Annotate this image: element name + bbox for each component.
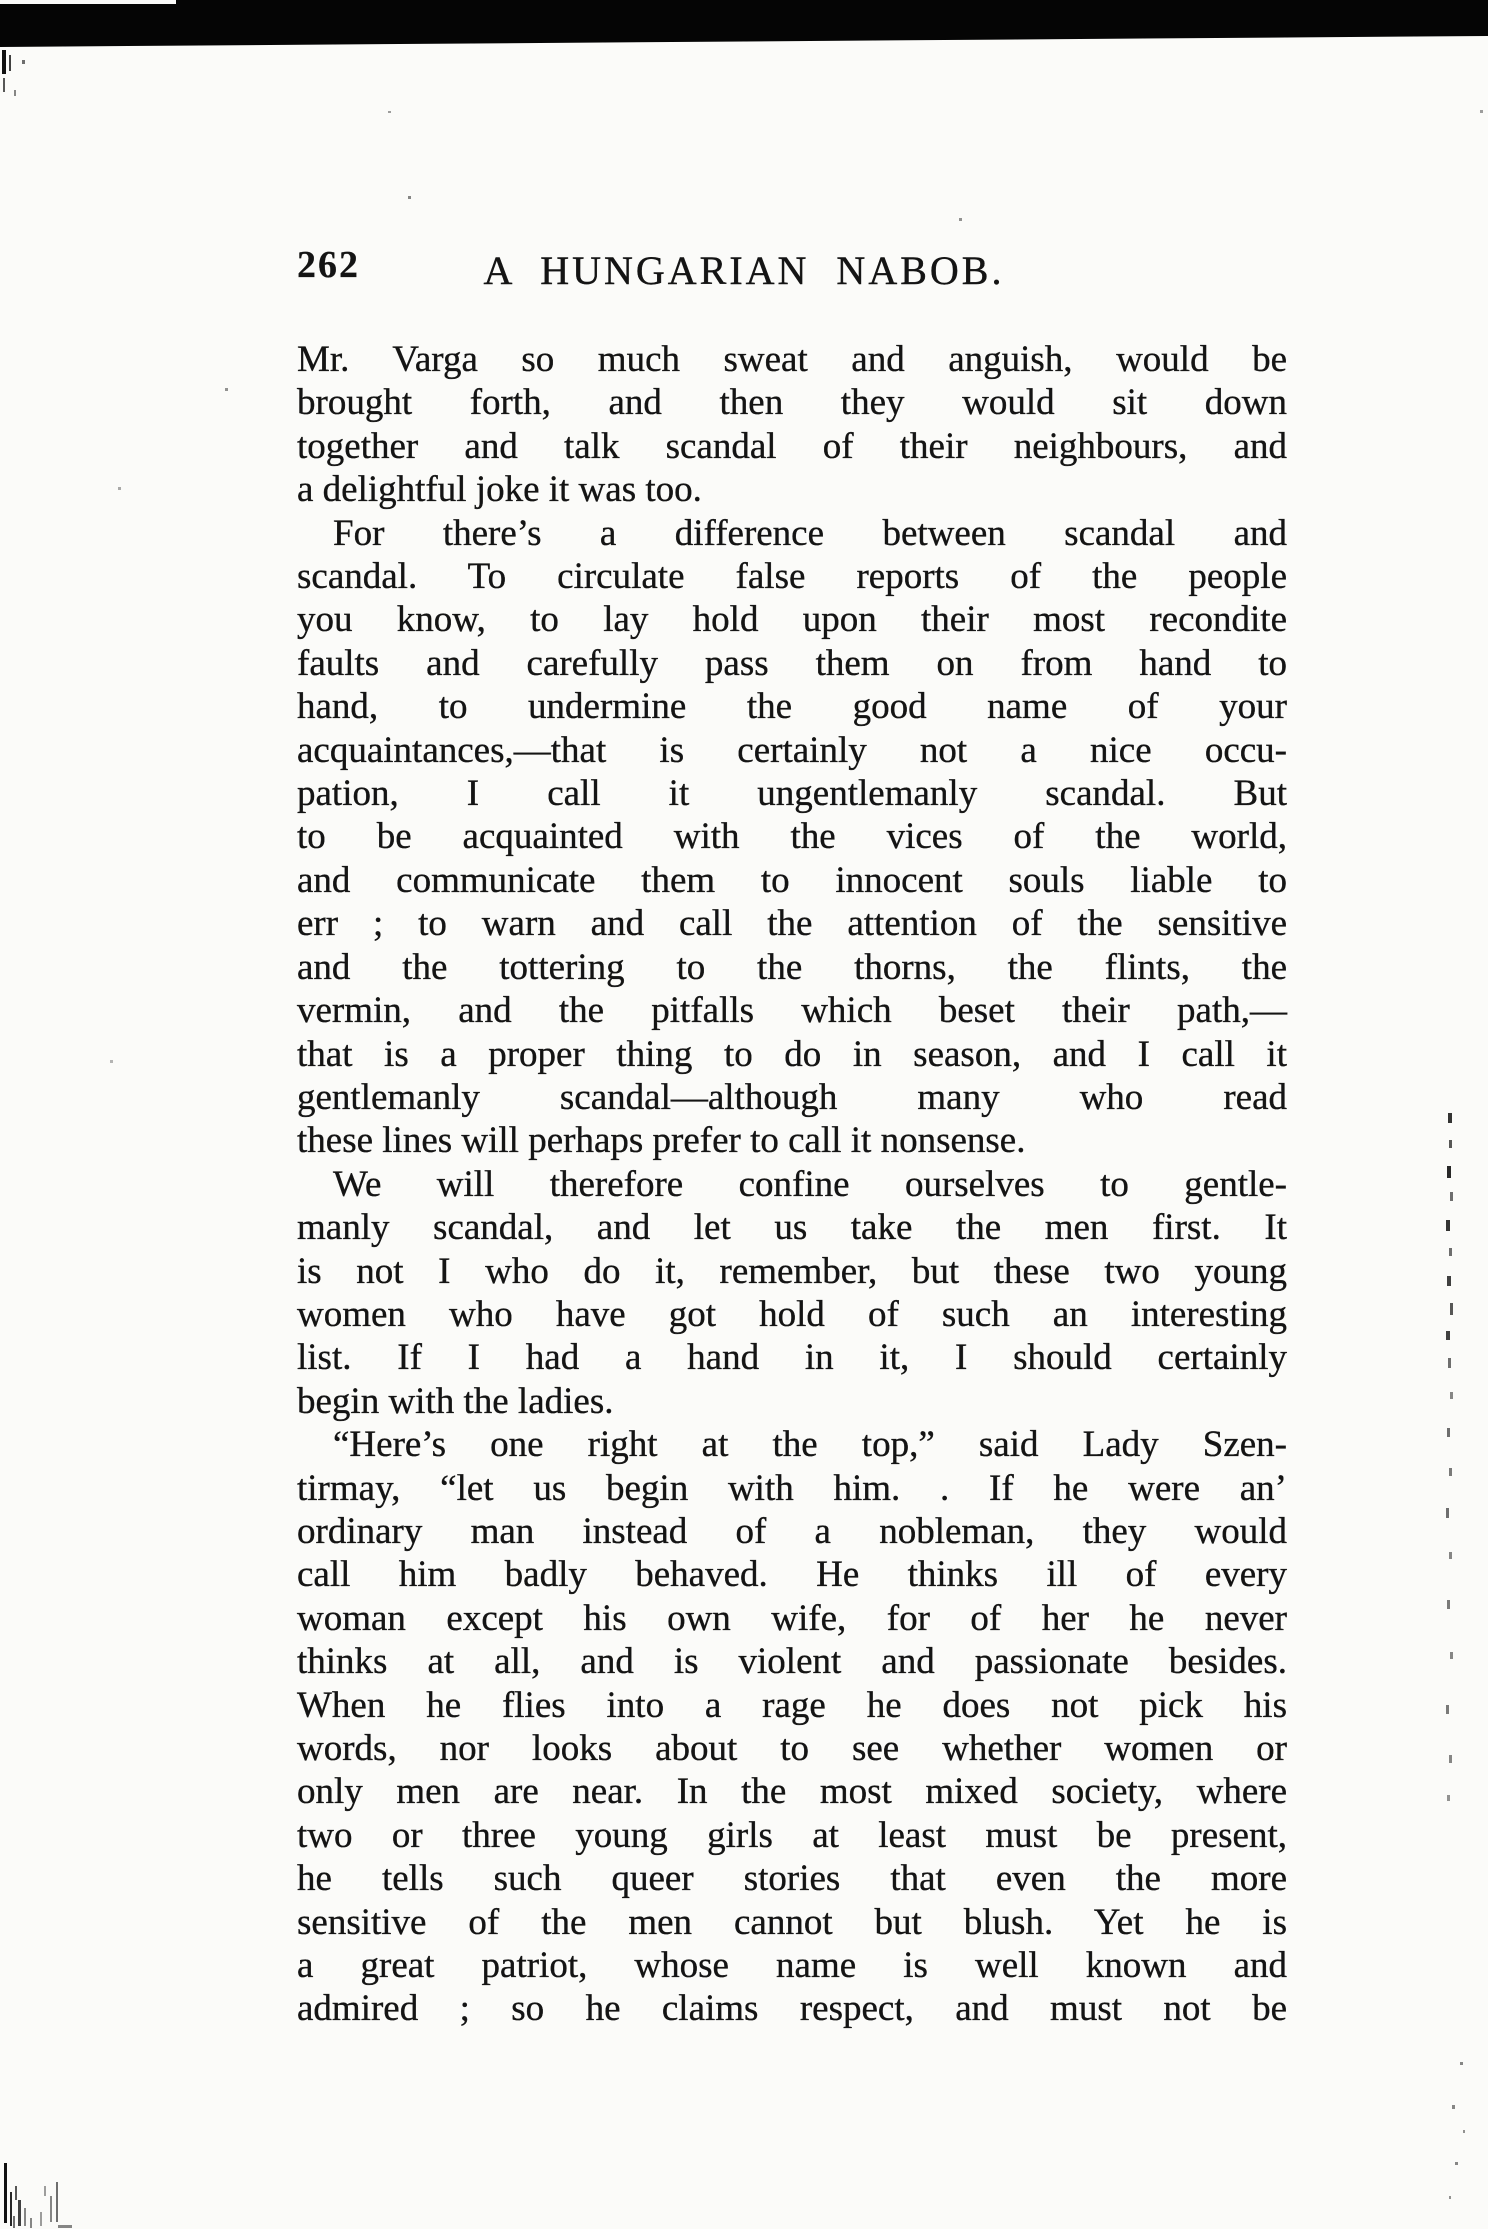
text-line: scandal. To circulate false reports of the people (297, 556, 1287, 598)
text-line: woman except his own wife, for of her he never (297, 1597, 1287, 1639)
text-line: err ; to warn and call the attention of the sensitive (297, 903, 1287, 945)
scan-artifact (4, 2163, 7, 2223)
text-line: acquaintances,—that is certainly not a nice occu- (297, 729, 1287, 771)
text-line: only men are near. In the most mixed society, where (297, 1771, 1287, 1813)
text-line: admired ; so he claims respect, and must not be (297, 1988, 1287, 2030)
text-column (297, 338, 1287, 2031)
scan-artifact (1449, 1552, 1452, 1559)
scan-artifact (1452, 2105, 1455, 2109)
scan-artifact (1463, 2130, 1465, 2133)
scan-artifact (2, 50, 6, 74)
text-line: “Here’s one right at the top,” said Lady Szen- (333, 1424, 1287, 1466)
scan-artifact (1447, 1428, 1450, 1437)
text-line: thinks at all, and is violent and passionate besides. (297, 1641, 1287, 1683)
scan-artifact (15, 2186, 17, 2200)
text-line: pation, I call it ungentlemanly scandal. But (297, 773, 1287, 815)
text-line: ordinary man instead of a nobleman, they would (297, 1510, 1287, 1552)
paragraph (297, 1423, 1287, 2031)
scan-artifact (1447, 1600, 1450, 1609)
text-line: these lines will perhaps prefer to call it nonsense. (297, 1120, 1026, 1162)
text-line: and communicate them to innocent souls liable to (297, 859, 1287, 901)
text-line: two or three young girls at least must be present, (297, 1814, 1287, 1856)
scan-artifact (1448, 1113, 1452, 1123)
text-line: words, nor looks about to see whether women or (297, 1728, 1287, 1769)
text-line: a delightful joke it was too. (297, 469, 702, 511)
text-line: For there’s a difference between scandal and (333, 512, 1287, 554)
text-line: to be acquainted with the vices of the world, (297, 816, 1287, 858)
scan-artifact (9, 55, 11, 71)
scan-artifact (1449, 1468, 1452, 1476)
text-line: manly scandal, and let us take the men first. It (297, 1207, 1287, 1249)
text-line: begin with the ladies. (297, 1380, 614, 1422)
scan-artifact (14, 90, 16, 96)
text-line: brought forth, and then they would sit down (297, 382, 1287, 424)
text-line: Mr. Varga so much sweat and anguish, would be (297, 339, 1287, 380)
text-line: together and talk scandal of their neighbours, and (297, 425, 1287, 467)
page-number: 262 (297, 244, 360, 286)
scan-artifact (1448, 1358, 1451, 1368)
text-line: When he flies into a rage he does not pick his (297, 1684, 1287, 1726)
text-line: that is a proper thing to do in season, and I call it (297, 1033, 1287, 1075)
text-line: women who have got hold of such an interesting (297, 1293, 1287, 1335)
scan-artifact (388, 111, 391, 113)
scan-artifact (1450, 1392, 1453, 1399)
scan-artifact (56, 2182, 58, 2222)
scan-artifact (44, 2186, 46, 2196)
scan-edge-bar (0, 0, 1488, 48)
text-line: sensitive of the men cannot but blush. Yet he is (297, 1901, 1287, 1943)
scan-artifact (1450, 1652, 1453, 1659)
text-line: We will therefore confine ourselves to gentle- (333, 1163, 1287, 1205)
scan-artifact (1455, 2162, 1458, 2165)
scan-artifact (1449, 2196, 1451, 2199)
text-line: call him badly behaved. He thinks ill of every (297, 1554, 1287, 1596)
scan-artifact (3, 78, 5, 92)
scan-artifact (1449, 1140, 1452, 1148)
scan-artifact (18, 2200, 21, 2226)
paragraph (297, 1163, 1287, 1423)
paragraph (297, 338, 1287, 512)
scan-artifact (959, 218, 962, 221)
scan-artifact (1449, 1248, 1452, 1256)
scan-artifact (1447, 1166, 1451, 1178)
scan-artifact (13, 2216, 15, 2228)
text-line: and the tottering to the thorns, the flints, the (297, 946, 1287, 988)
paragraph (297, 512, 1287, 1163)
scan-artifact (24, 2208, 26, 2226)
text-line: hand, to undermine the good name of your (297, 686, 1287, 728)
text-line: is not I who do it, remember, but these two young (297, 1250, 1287, 1292)
scan-artifact (1446, 1220, 1450, 1231)
scan-artifact (50, 2196, 52, 2222)
scan-artifact (110, 1060, 113, 1063)
scan-artifact (408, 196, 411, 199)
scan-artifact (1446, 1508, 1449, 1518)
scan-artifact (118, 487, 121, 490)
scan-artifact (10, 2192, 12, 2226)
scan-artifact (40, 2212, 42, 2226)
scan-artifact (225, 388, 228, 391)
scan-artifact (1449, 1755, 1452, 1763)
text-line: you know, to lay hold upon their most recondite (297, 599, 1287, 641)
page-title: A HUNGARIAN NABOB. (483, 248, 1005, 293)
text-line: he tells such queer stories that even the more (297, 1858, 1287, 1900)
text-line: vermin, and the pitfalls which beset their path,— (297, 990, 1287, 1032)
scan-artifact (30, 2218, 32, 2228)
text-line: tirmay, “let us begin with him. . If he were an’ (297, 1467, 1287, 1509)
scan-artifact (1460, 2062, 1463, 2065)
scan-artifact (1446, 1331, 1450, 1340)
scan-artifact (1447, 1276, 1451, 1286)
text-line: gentlemanly scandal—although many who read (297, 1076, 1287, 1118)
scan-artifact (1447, 1795, 1450, 1801)
scan-artifact (1450, 1192, 1453, 1201)
scan-artifact (58, 2225, 72, 2228)
scan-artifact (1450, 1303, 1453, 1315)
scan-artifact (1480, 110, 1483, 113)
scan-artifact (1446, 1705, 1449, 1714)
text-line: list. If I had a hand in it, I should certainly (297, 1337, 1287, 1379)
text-line: faults and carefully pass them on from hand to (297, 642, 1287, 684)
scan-artifact (22, 60, 25, 64)
text-line: a great patriot, whose name is well known and (297, 1945, 1287, 1987)
